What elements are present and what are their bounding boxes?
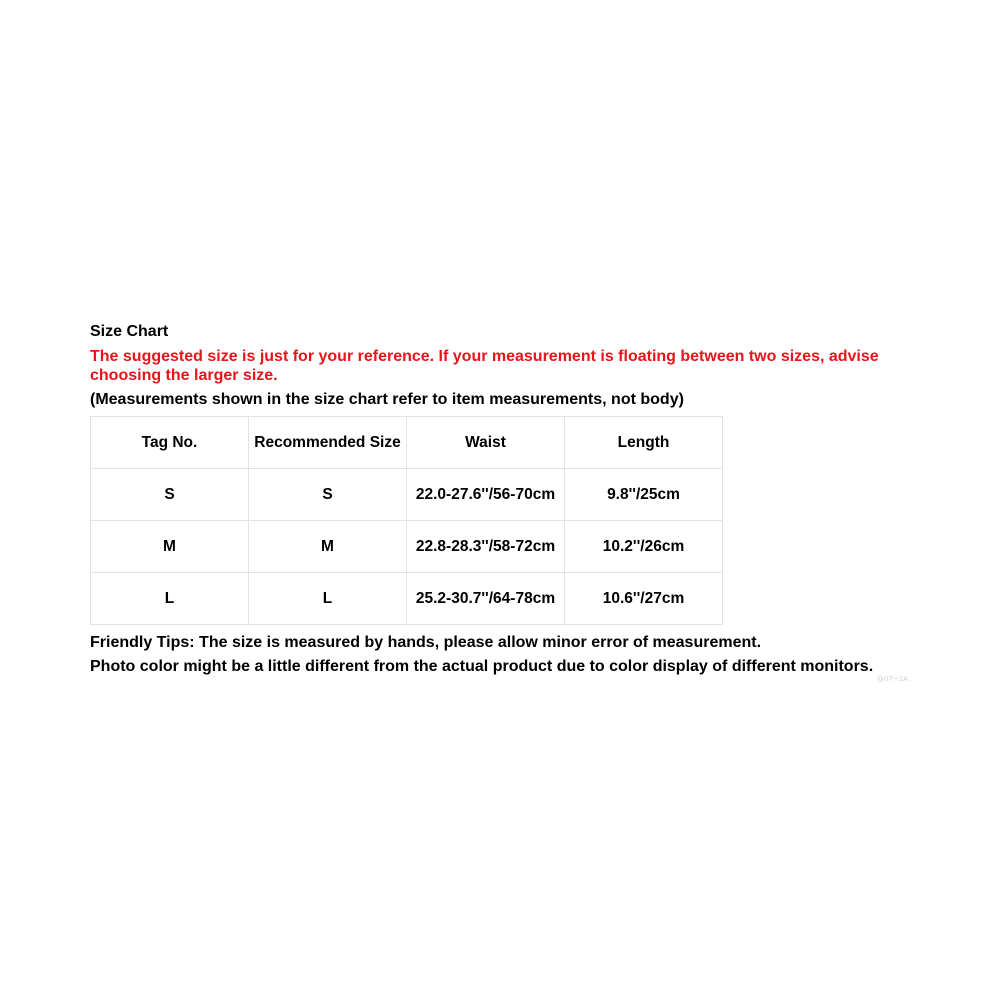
cell-waist: 22.0-27.6''/56-70cm bbox=[407, 469, 565, 521]
size-table bbox=[90, 416, 723, 625]
cell-recommended-size: M bbox=[249, 521, 407, 573]
cell-length: 10.6''/27cm bbox=[565, 573, 723, 625]
table-row bbox=[91, 521, 723, 573]
header-tag-no: Tag No. bbox=[91, 417, 249, 469]
cell-recommended-size: L bbox=[249, 573, 407, 625]
table-row bbox=[91, 469, 723, 521]
cell-tag-no: S bbox=[91, 469, 249, 521]
table-row bbox=[91, 573, 723, 625]
tip-photo-color: Photo color might be a little different from the actual product due to color display of different monitors. bbox=[90, 658, 874, 675]
size-chart-title: Size Chart bbox=[90, 323, 169, 340]
size-chart-section bbox=[90, 322, 930, 679]
header-waist: Waist bbox=[407, 417, 565, 469]
cell-length: 10.2''/26cm bbox=[565, 521, 723, 573]
table-header-row bbox=[91, 417, 723, 469]
watermark: @07~1A bbox=[877, 675, 909, 683]
cell-tag-no: L bbox=[91, 573, 249, 625]
cell-length: 9.8''/25cm bbox=[565, 469, 723, 521]
cell-waist: 25.2-30.7''/64-78cm bbox=[407, 573, 565, 625]
size-reference-warning: The suggested size is just for your reference. If your measurement is floating between two sizes, advise choosing the larger size. bbox=[90, 348, 879, 384]
tip-measurement-error: Friendly Tips: The size is measured by hands, please allow minor error of measurement. bbox=[90, 634, 762, 651]
header-length: Length bbox=[565, 417, 723, 469]
header-recommended-size: Recommended Size bbox=[249, 417, 407, 469]
cell-recommended-size: S bbox=[249, 469, 407, 521]
cell-tag-no: M bbox=[91, 521, 249, 573]
cell-waist: 22.8-28.3''/58-72cm bbox=[407, 521, 565, 573]
measurement-note: (Measurements shown in the size chart refer to item measurements, not body) bbox=[90, 391, 684, 408]
friendly-tips bbox=[90, 631, 930, 679]
